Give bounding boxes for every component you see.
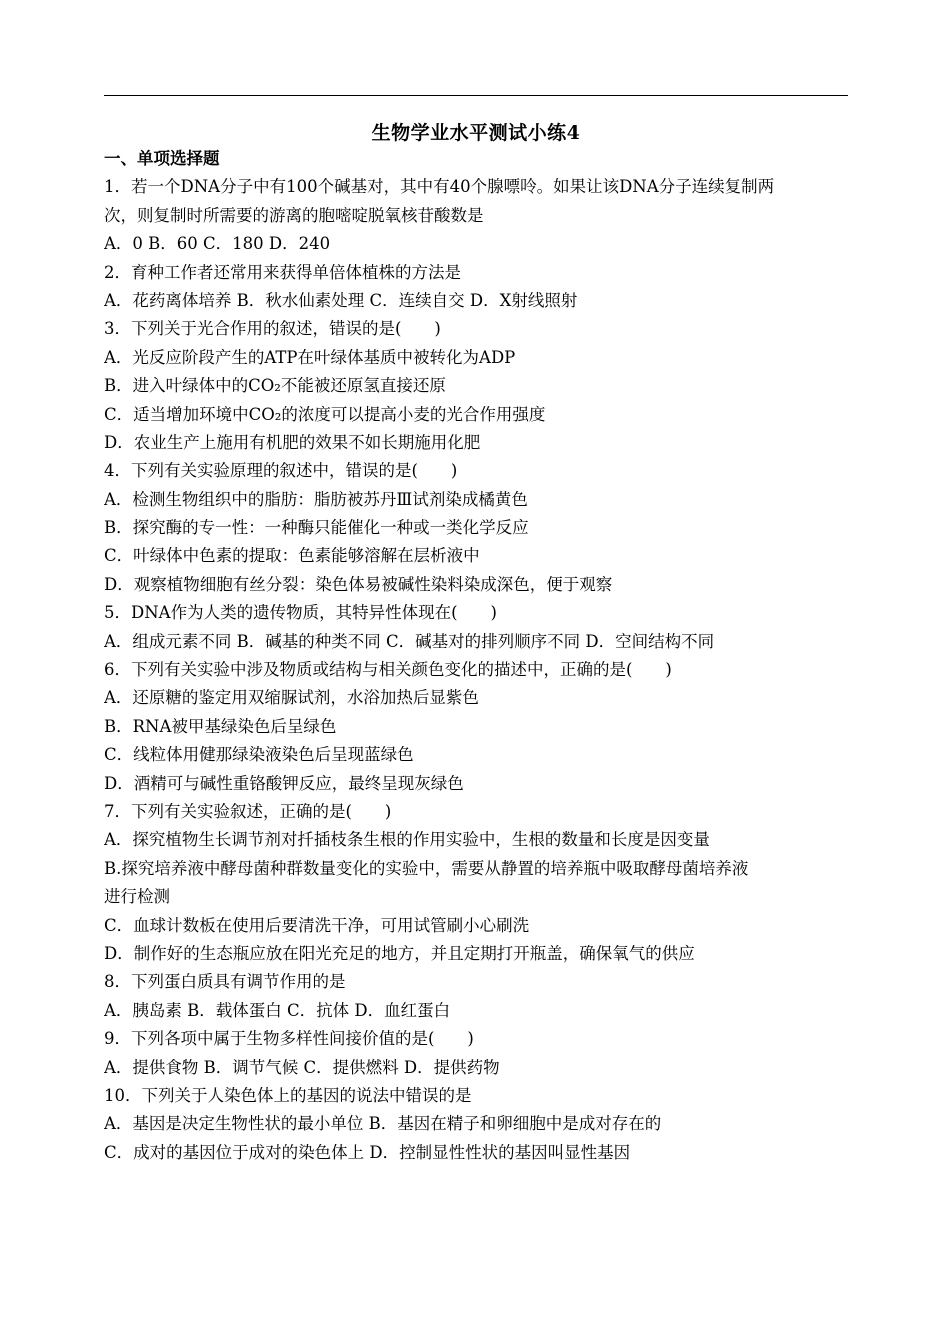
question-option-a: A．探究植物生长调节剂对扦插枝条生根的作用实验中，生根的数量和长度是因变量 (104, 830, 710, 850)
question-options: A．花药离体培养 B．秋水仙素处理 C．连续自交 D．X射线照射 (104, 290, 578, 310)
question-6 (104, 656, 848, 798)
question-option-c: C．适当增加环境中CO₂的浓度可以提高小麦的光合作用强度 (104, 404, 546, 424)
question-stem: 次，则复制时所需要的游离的胞嘧啶脱氧核苷酸数是 (104, 205, 484, 225)
question-stem: 2．育种工作者还常用来获得单倍体植株的方法是 (104, 262, 461, 282)
question-option-b: B.探究培养液中酵母菌种群数量变化的实验中，需要从静置的培养瓶中吸取酵母菌培养液 (104, 858, 749, 878)
question-option-d: D．酒精可与碱性重铬酸钾反应，最终呈现灰绿色 (104, 773, 464, 793)
question-stem: 8．下列蛋白质具有调节作用的是 (104, 972, 346, 992)
document-body (104, 145, 848, 1167)
question-option-c: C．线粒体用健那绿染液染色后呈现蓝绿色 (104, 745, 414, 765)
question-options-row-1: A．基因是决定生物性状的最小单位 B．基因在精子和卵细胞中是成对存在的 (104, 1114, 662, 1134)
question-option-b: B．探究酶的专一性：一种酶只能催化一种或一类化学反应 (104, 518, 529, 538)
question-options-row-2: C．成对的基因位于成对的染色体上 D．控制显性性状的基因叫显性基因 (104, 1142, 631, 1162)
section-heading: 一、单项选择题 (104, 149, 220, 168)
page-title: 生物学业水平测试小练4 (371, 122, 581, 144)
question-stem: 1．若一个DNA分子中有100个碱基对，其中有40个腺嘌呤。如果让该DNA分子连续复制两 (104, 177, 775, 197)
question-option-b: B．RNA被甲基绿染色后呈绿色 (104, 716, 337, 736)
question-options: A．提供食物 B．调节气候 C．提供燃料 D．提供药物 (104, 1057, 500, 1077)
question-stem: 3．下列关于光合作用的叙述，错误的是( ) (104, 319, 441, 339)
question-3 (104, 315, 848, 457)
question-options: A．0 B．60 C．180 D．240 (104, 234, 331, 254)
question-4 (104, 457, 848, 599)
question-10 (104, 1082, 848, 1167)
question-option-a: A．光反应阶段产生的ATP在叶绿体基质中被转化为ADP (104, 347, 516, 367)
question-option-a: A．检测生物组织中的脂肪：脂肪被苏丹Ⅲ试剂染成橘黄色 (104, 489, 528, 509)
question-option-d: D．制作好的生态瓶应放在阳光充足的地方，并且定期打开瓶盖，确保氧气的供应 (104, 943, 695, 963)
header-rule (104, 95, 848, 96)
question-option-d: D．观察植物细胞有丝分裂：染色体易被碱性染料染成深色，便于观察 (104, 574, 613, 594)
question-7 (104, 798, 848, 968)
question-8 (104, 968, 848, 1025)
question-1 (104, 173, 848, 258)
question-option-b-cont: 进行检测 (104, 887, 170, 907)
question-5 (104, 599, 848, 656)
question-2 (104, 259, 848, 316)
question-stem: 9．下列各项中属于生物多样性间接价值的是( ) (104, 1029, 474, 1049)
question-stem: 6．下列有关实验中涉及物质或结构与相关颜色变化的描述中，正确的是( ) (104, 660, 672, 680)
question-option-a: A．还原糖的鉴定用双缩脲试剂，水浴加热后显紫色 (104, 688, 479, 708)
question-options: A．胰岛素 B．载体蛋白 C．抗体 D．血红蛋白 (104, 1000, 451, 1020)
question-options: A．组成元素不同 B．碱基的种类不同 C．碱基对的排列顺序不同 D．空间结构不同 (104, 631, 715, 651)
question-option-b: B．进入叶绿体中的CO₂不能被还原氢直接还原 (104, 376, 446, 396)
question-option-c: C．血球计数板在使用后要清洗干净，可用试管刷小心刷洗 (104, 915, 530, 935)
question-9 (104, 1025, 848, 1082)
question-option-c: C．叶绿体中色素的提取：色素能够溶解在层析液中 (104, 546, 480, 566)
question-stem: 4．下列有关实验原理的叙述中，错误的是( ) (104, 461, 458, 481)
question-option-d: D．农业生产上施用有机肥的效果不如长期施用化肥 (104, 432, 481, 452)
question-stem: 7．下列有关实验叙述，正确的是( ) (104, 801, 392, 821)
question-stem: 5．DNA作为人类的遗传物质，其特异性体现在( ) (104, 603, 497, 623)
question-stem: 10．下列关于人染色体上的基因的说法中错误的是 (104, 1085, 472, 1105)
